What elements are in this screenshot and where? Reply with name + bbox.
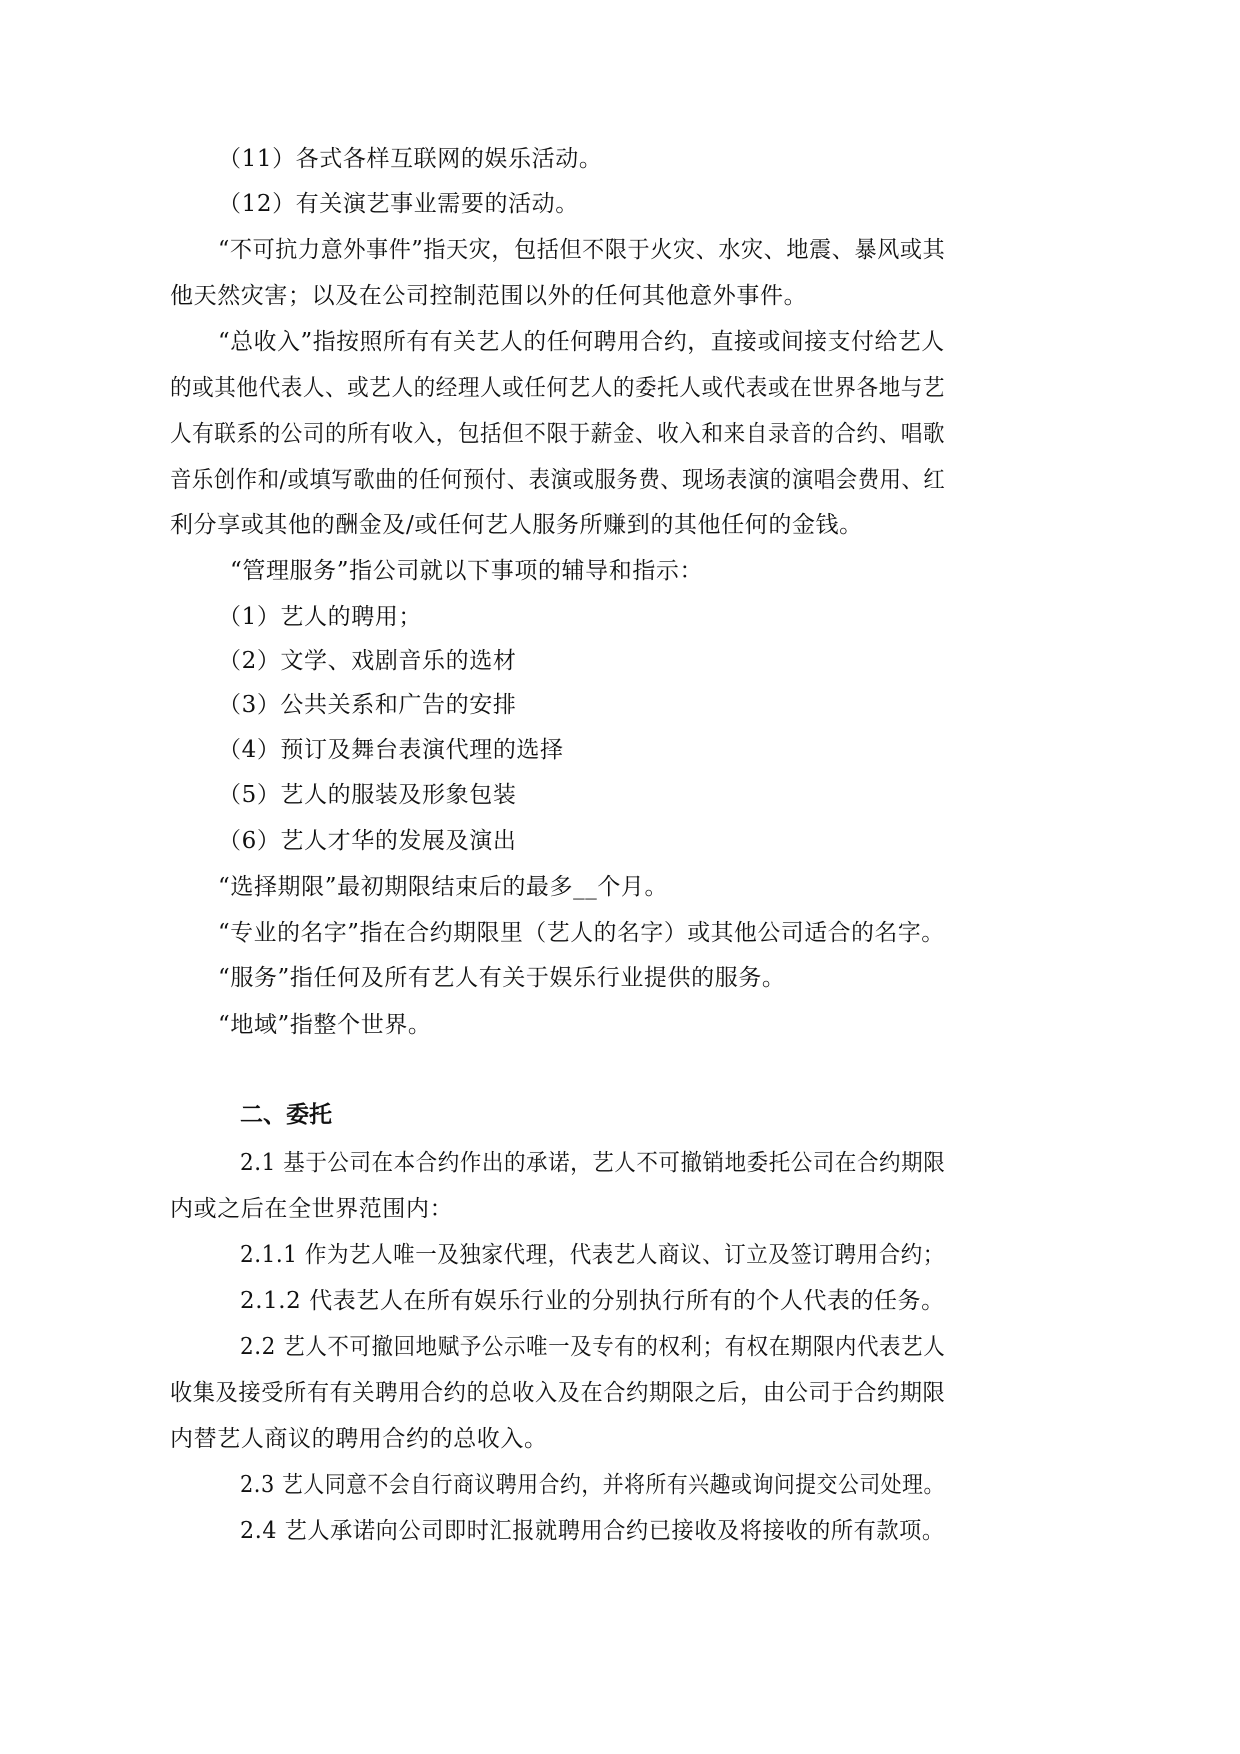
clause-2-2-line-2: 收集及接受所有有关聘用合约的总收入及在合约期限之后，由公司于合约期限 (170, 1380, 946, 1406)
definition-force-majeure-line-2: 他天然灾害；以及在公司控制范围以外的任何其他意外事件。 (170, 283, 808, 309)
management-item-1: （1）艺人的聘用； (218, 604, 423, 630)
definition-professional-name: “专业的名字”指在合约期限里（艺人的名字）或其他公司适合的名字。 (218, 920, 945, 946)
clause-2-1-1: 2.1.1 作为艺人唯一及独家代理，代表艺人商议、订立及签订聘用合约； (240, 1242, 945, 1268)
definition-item-12: （12）有关演艺事业需要的活动。 (218, 191, 579, 217)
clause-2-1-2: 2.1.2 代表艺人在所有娱乐行业的分别执行所有的个人代表的任务。 (240, 1288, 945, 1314)
definition-option-period: “选择期限”最初期限结束后的最多__个月。 (218, 874, 669, 900)
management-item-5: （5）艺人的服装及形象包装 (218, 782, 517, 808)
definition-item-11: （11）各式各样互联网的娱乐活动。 (218, 146, 603, 172)
clause-2-3: 2.3 艺人同意不会自行商议聘用合约，并将所有兴趣或询问提交公司处理。 (240, 1472, 945, 1498)
definition-gross-income-line-5: 利分享或其他的酬金及/或任何艺人服务所赚到的其他任何的金钱。 (170, 512, 863, 538)
definition-gross-income-line-4: 音乐创作和/或填写歌曲的任何预付、表演或服务费、现场表演的演唱会费用、红 (170, 467, 946, 493)
definition-force-majeure-line-1: “不可抗力意外事件”指天灾，包括但不限于火灾、水灾、地震、暴风或其 (218, 237, 946, 263)
clause-2-1-line-2: 内或之后在全世界范围内： (170, 1196, 454, 1222)
clause-2-2-line-3: 内替艺人商议的聘用合约的总收入。 (170, 1426, 548, 1452)
management-item-6: （6）艺人才华的发展及演出 (218, 828, 517, 854)
clause-2-4: 2.4 艺人承诺向公司即时汇报就聘用合约已接收及将接收的所有款项。 (240, 1518, 945, 1544)
clause-2-1-line-1: 2.1 基于公司在本合约作出的承诺，艺人不可撤销地委托公司在合约期限 (240, 1150, 946, 1176)
management-item-3: （3）公共关系和广告的安排 (218, 692, 517, 718)
section-heading: 二、委托 (240, 1102, 332, 1128)
definition-services: “服务”指任何及所有艺人有关于娱乐行业提供的服务。 (218, 965, 786, 991)
definition-territory: “地域”指整个世界。 (218, 1012, 432, 1038)
definition-gross-income-line-2: 的或其他代表人、或艺人的经理人或任何艺人的委托人或代表或在世界各地与艺 (170, 375, 946, 401)
management-item-2: （2）文学、戏剧音乐的选材 (218, 648, 517, 674)
definition-gross-income-line-3: 人有联系的公司的所有收入，包括但不限于薪金、收入和来自录音的合约、唱歌 (170, 421, 946, 447)
definition-management-services: “管理服务”指公司就以下事项的辅导和指示： (230, 558, 704, 584)
definition-gross-income-line-1: “总收入”指按照所有有关艺人的任何聘用合约，直接或间接支付给艺人 (218, 329, 945, 355)
clause-2-2-line-1: 2.2 艺人不可撤回地赋予公示唯一及专有的权利；有权在期限内代表艺人 (240, 1334, 946, 1360)
management-item-4: （4）预订及舞台表演代理的选择 (218, 737, 564, 763)
